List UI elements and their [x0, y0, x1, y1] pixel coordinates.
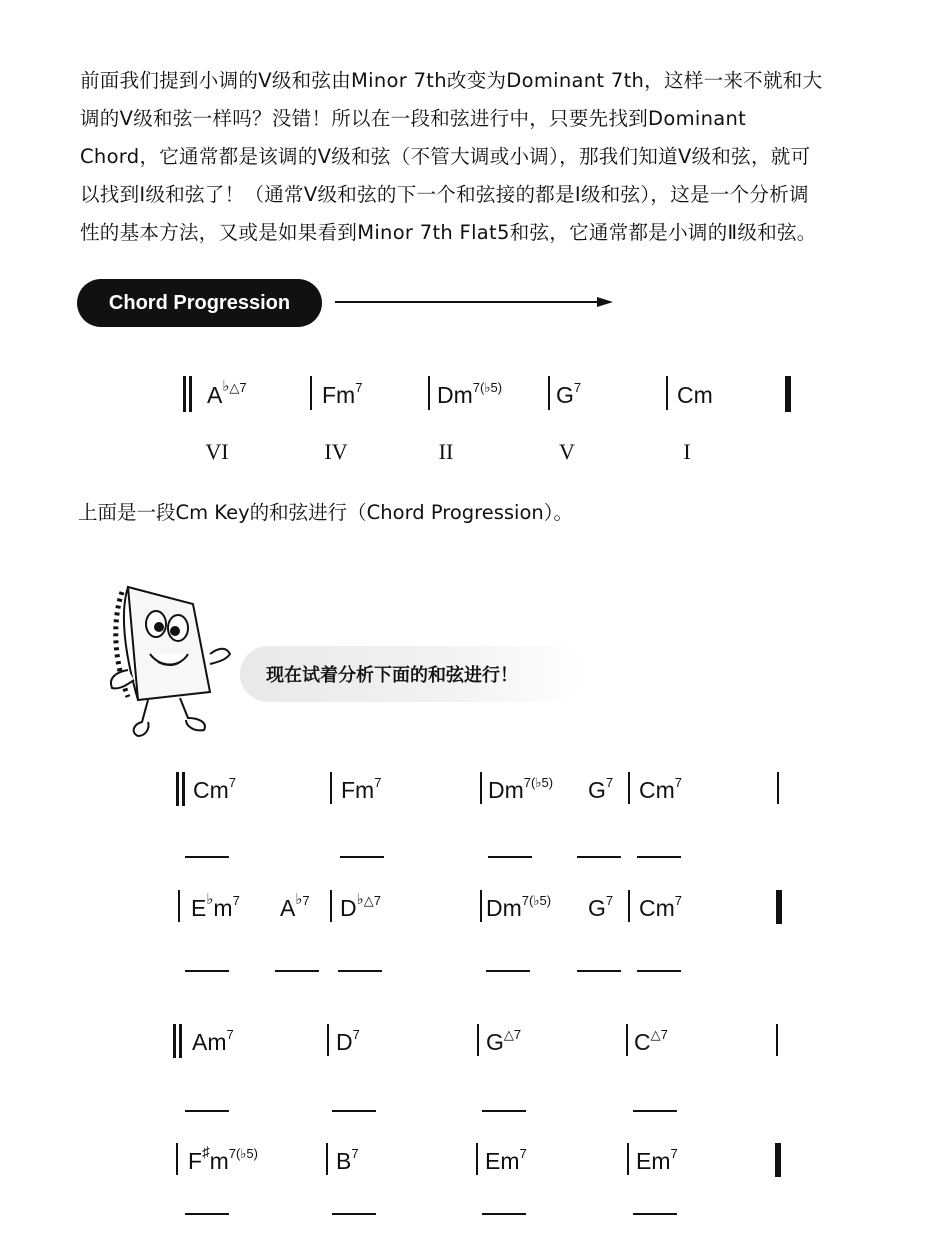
chord-symbol: Em$^7$: [636, 1146, 678, 1174]
barline: [666, 376, 668, 410]
answer-blank: [275, 970, 319, 972]
answer-blank: [185, 856, 229, 858]
answer-blank: [482, 1213, 526, 1215]
chord-symbol: $C^{\triangle 7}$: [634, 1027, 668, 1055]
barline: [330, 890, 332, 922]
final-barline: [776, 890, 782, 924]
answer-blank: [185, 1110, 229, 1112]
answer-blank: [486, 970, 530, 972]
double-barline: [179, 1024, 182, 1058]
answer-blank: [332, 1110, 376, 1112]
roman-numeral: I: [683, 439, 691, 464]
answer-blank: [332, 1213, 376, 1215]
chord-symbol: Cm$^7$: [639, 775, 683, 803]
final-barline: [775, 1143, 781, 1177]
answer-blank: [488, 856, 532, 858]
roman-numeral: VI: [205, 439, 229, 464]
roman-numeral: IV: [324, 439, 348, 464]
arrow-right-icon: [335, 292, 615, 312]
chord-symbol: $A^{♭7}$: [280, 891, 310, 921]
answer-blank: [340, 856, 384, 858]
chord-symbol: $G^7$: [556, 380, 582, 408]
answer-blank: [338, 970, 382, 972]
chord-symbol: Fm$^7$: [322, 380, 363, 408]
barline: [326, 1143, 328, 1175]
double-barline: [189, 376, 192, 412]
chord-symbol: Fm$^7$: [341, 775, 382, 803]
answer-blank: [185, 1213, 229, 1215]
answer-blank: [577, 970, 621, 972]
barline: [477, 1024, 479, 1056]
barline: [327, 1024, 329, 1056]
intro-line: 调的Ⅴ级和弦一样吗？没错！所以在一段和弦进行中，只要先找到Dominant: [80, 107, 747, 130]
chord-symbol: Cm$^7$: [639, 893, 683, 921]
barline: [628, 772, 630, 804]
roman-numeral: V: [559, 439, 575, 464]
barline: [626, 1024, 628, 1056]
chord-symbol: $Dm^{7(♭5)}$: [486, 893, 552, 921]
mascot-illustration: [98, 572, 238, 747]
answer-blank: [482, 1110, 526, 1112]
answer-blank: [633, 1213, 677, 1215]
chord-symbol: $Dm^{7(♭5)}$: [437, 380, 503, 408]
barline: [176, 1143, 178, 1175]
double-barline: [183, 376, 186, 412]
final-barline: [785, 376, 791, 412]
barline: [480, 772, 482, 804]
barline: [476, 1143, 478, 1175]
chord-symbol: $F^♯m^{7(♭5)}$: [188, 1144, 258, 1174]
intro-line: 前面我们提到小调的Ⅴ级和弦由Minor 7th改变为Dominant 7th，这样一来不就和大: [80, 69, 823, 92]
barline: [628, 890, 630, 922]
prompt-bubble: [240, 646, 585, 702]
answer-blank: [637, 856, 681, 858]
chord-symbol: $D^7$: [336, 1027, 360, 1055]
answer-blank: [633, 1110, 677, 1112]
chord-symbol: $D^{♭\triangle 7}$: [340, 891, 381, 921]
chord-symbol: Am$^7$: [192, 1027, 234, 1055]
barline: [178, 890, 180, 922]
barline: [548, 376, 550, 410]
intro-line: Chord，它通常都是该调的Ⅴ级和弦（不管大调或小调），那我们知道Ⅴ级和弦，就可: [80, 145, 811, 168]
chord-symbol: Cm: [677, 382, 713, 408]
answer-blank: [577, 856, 621, 858]
intro-paragraph: [80, 62, 900, 252]
chord-symbol: $G^7$: [588, 775, 614, 803]
barline: [627, 1143, 629, 1175]
chord-symbol: $G^{\triangle 7}$: [486, 1027, 522, 1055]
chord-symbol: $E^♭m^7$: [191, 891, 240, 921]
double-barline: [173, 1024, 176, 1058]
barline: [480, 890, 482, 922]
section-title: Chord Progression: [77, 279, 322, 327]
double-barline: [176, 772, 179, 806]
answer-blank: [637, 970, 681, 972]
answer-blank: [185, 970, 229, 972]
barline: [310, 376, 312, 410]
intro-line: 以找到Ⅰ级和弦了！（通常Ⅴ级和弦的下一个和弦接的都是Ⅰ级和弦），这是一个分析调: [80, 183, 809, 206]
chord-symbol: $G^7$: [588, 893, 614, 921]
intro-line: 性的基本方法，又或是如果看到Minor 7th Flat5和弦，它通常都是小调的Ⅱ级和弦。: [80, 221, 817, 244]
chord-symbol: $Dm^{7(♭5)}$: [488, 775, 554, 803]
double-barline: [182, 772, 185, 806]
roman-numeral: II: [438, 439, 454, 464]
prompt-text: 现在试着分析下面的和弦进行！: [266, 665, 518, 686]
barline: [777, 772, 779, 804]
chord-symbol: $A^{♭\triangle 7}$: [207, 378, 247, 408]
barline: [776, 1024, 778, 1056]
summary-text: 上面是一段Cm Key的和弦进行（Chord Progression）。: [78, 501, 573, 524]
chord-symbol: $B^7$: [336, 1146, 359, 1174]
chord-symbol: Cm$^7$: [193, 775, 237, 803]
barline: [330, 772, 332, 804]
chord-symbol: Em$^7$: [485, 1146, 527, 1174]
barline: [428, 376, 430, 410]
